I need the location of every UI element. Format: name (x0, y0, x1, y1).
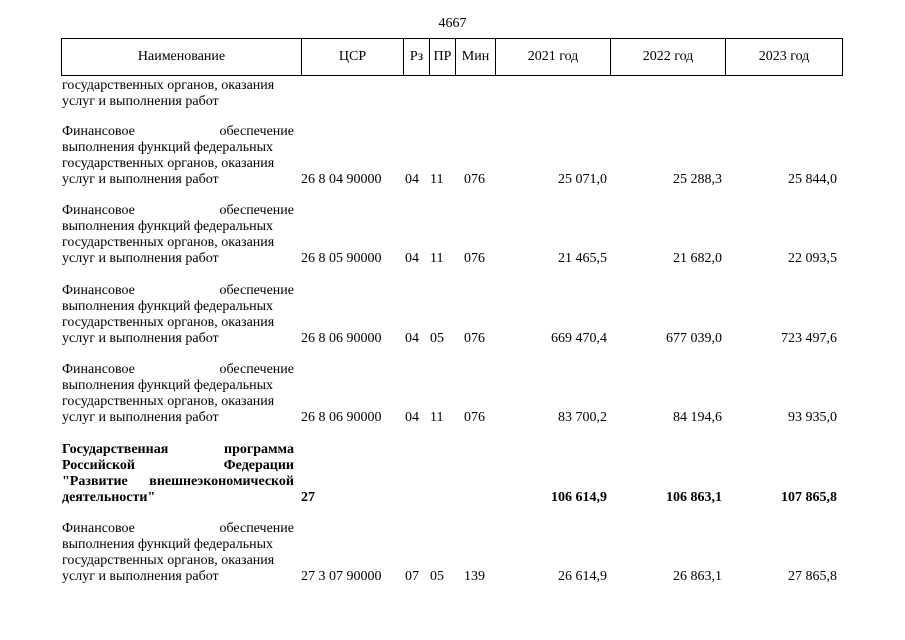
row-name (62, 124, 294, 188)
row-2021: 21 465,5 (558, 251, 607, 266)
row-name (62, 78, 294, 110)
name-line: государственных органов, оказания (62, 394, 275, 409)
row-min: 139 (464, 569, 485, 584)
name-line: государственных органов, оказания (62, 315, 275, 330)
row-2023: 107 865,8 (781, 490, 837, 505)
row-pr: 11 (430, 410, 444, 425)
header-min: Мин (456, 39, 496, 76)
name-line: государственных органов, оказания (62, 235, 275, 250)
row-2023: 22 093,5 (788, 251, 837, 266)
name-line: Финансовое обеспечение (62, 521, 294, 536)
row-2022: 84 194,6 (673, 410, 722, 425)
name-line: выполнения функций федеральных (62, 219, 273, 234)
name-line: Государственная программа (62, 442, 294, 457)
row-2023: 723 497,6 (781, 331, 837, 346)
name-line: выполнения функций федеральных (62, 378, 273, 393)
row-2021: 106 614,9 (551, 490, 607, 505)
row-name (62, 362, 294, 426)
row-pr: 05 (430, 331, 444, 346)
header-2023: 2023 год (726, 39, 843, 76)
row-rz: 04 (405, 251, 419, 266)
name-line: услуг и выполнения работ (62, 410, 219, 425)
row-name (62, 283, 294, 347)
name-line: Финансовое обеспечение (62, 362, 294, 377)
header-rz: Рз (404, 39, 430, 76)
row-2021: 25 071,0 (558, 172, 607, 187)
header-2022: 2022 год (611, 39, 726, 76)
name-line: деятельности" (62, 490, 156, 505)
row-name (62, 203, 294, 267)
name-line: услуг и выполнения работ (62, 172, 219, 187)
row-pr: 11 (430, 251, 444, 266)
row-min: 076 (464, 251, 485, 266)
row-2021: 83 700,2 (558, 410, 607, 425)
name-line: услуг и выполнения работ (62, 94, 219, 109)
name-line: выполнения функций федеральных (62, 140, 273, 155)
row-rz: 04 (405, 410, 419, 425)
row-2023: 25 844,0 (788, 172, 837, 187)
row-name (62, 521, 294, 585)
name-line: Российской Федерации (62, 458, 294, 473)
row-min: 076 (464, 410, 485, 425)
header-csr: ЦСР (302, 39, 404, 76)
name-line: государственных органов, оказания (62, 156, 275, 171)
row-rz: 04 (405, 331, 419, 346)
name-line: "Развитие внешнеэкономической (62, 474, 294, 489)
row-2022: 25 288,3 (673, 172, 722, 187)
row-2022: 106 863,1 (666, 490, 722, 505)
row-rz: 04 (405, 172, 419, 187)
row-2023: 27 865,8 (788, 569, 837, 584)
name-line: выполнения функций федеральных (62, 537, 273, 552)
row-2022: 677 039,0 (666, 331, 722, 346)
row-pr: 11 (430, 172, 444, 187)
row-csr: 26 8 04 90000 (301, 172, 382, 187)
name-line: государственных органов, оказания (62, 553, 275, 568)
row-2022: 26 863,1 (673, 569, 722, 584)
name-line: услуг и выполнения работ (62, 569, 219, 584)
row-csr: 27 (301, 490, 315, 505)
row-name (62, 442, 294, 506)
row-rz: 07 (405, 569, 419, 584)
name-line: услуг и выполнения работ (62, 331, 219, 346)
row-min: 076 (464, 331, 485, 346)
table-header (61, 38, 843, 76)
name-line: государственных органов, оказания (62, 78, 275, 93)
row-2022: 21 682,0 (673, 251, 722, 266)
page-number: 4667 (438, 16, 467, 31)
name-line: услуг и выполнения работ (62, 251, 219, 266)
name-line: Финансовое обеспечение (62, 283, 294, 298)
row-2023: 93 935,0 (788, 410, 837, 425)
header-name: Наименование (62, 39, 302, 76)
name-line: выполнения функций федеральных (62, 299, 273, 314)
header-2021: 2021 год (496, 39, 611, 76)
header-pr: ПР (430, 39, 456, 76)
row-2021: 26 614,9 (558, 569, 607, 584)
row-2021: 669 470,4 (551, 331, 607, 346)
row-csr: 27 3 07 90000 (301, 569, 382, 584)
name-line: Финансовое обеспечение (62, 124, 294, 139)
name-line: Финансовое обеспечение (62, 203, 294, 218)
row-csr: 26 8 06 90000 (301, 331, 382, 346)
row-csr: 26 8 06 90000 (301, 410, 382, 425)
row-min: 076 (464, 172, 485, 187)
row-pr: 05 (430, 569, 444, 584)
row-csr: 26 8 05 90000 (301, 251, 382, 266)
